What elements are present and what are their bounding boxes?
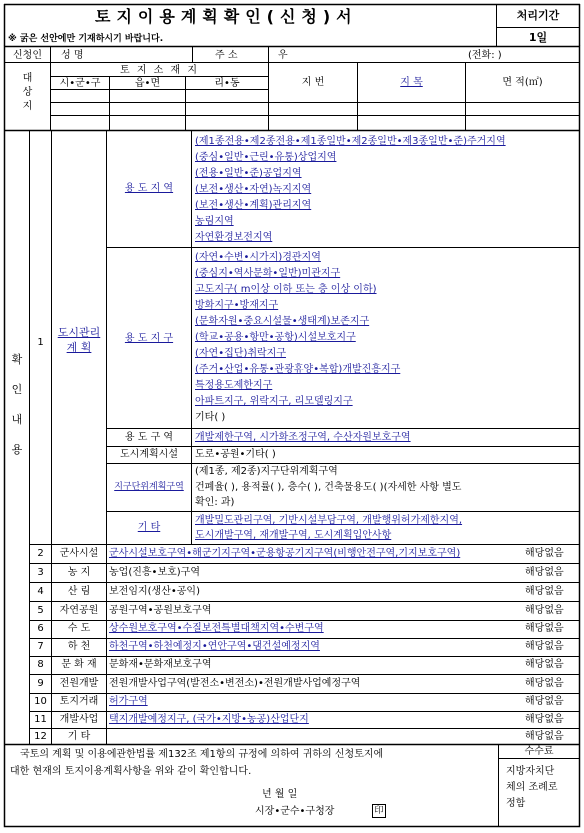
use-zone-line-6: 농림지역 — [195, 216, 234, 227]
item-status: 해당없음 — [525, 714, 564, 725]
use-zone-line-3: (전용•일반•준)공업지역 — [195, 168, 302, 179]
item-text: 택지개발예정지구, (국가•지방•농공)산업단지 — [109, 714, 309, 725]
location-col-village: 리•동 — [214, 78, 240, 89]
item-status: 해당없음 — [525, 659, 564, 670]
issue-date: 년 월 일 — [262, 789, 298, 800]
use-district-line-10: 아파트지구, 위락지구, 리모델링지구 — [195, 396, 353, 407]
fee-text-line-3: 정함 — [506, 798, 526, 809]
form-title: 토지이용계획확인(신청)서 — [95, 7, 358, 26]
statement-line-2: 대한 현재의 토지이용계획사항을 위와 같이 확인합니다. — [10, 766, 252, 777]
applicant-name-field[interactable] — [110, 48, 190, 61]
item-label: 군사시설 — [59, 548, 99, 559]
item-number: 11 — [34, 714, 47, 725]
applicant-label: 신청인 — [13, 50, 42, 61]
urban-facility-line-1: 도로•공원•기타( ) — [195, 449, 276, 460]
phone-label: (전화: ) — [468, 50, 502, 61]
item-text: 하천구역•하천예정지•연안구역•댐건설예정지역 — [109, 641, 320, 652]
item-text: 상수원보호구역•수질보전특별대책지역•수변구역 — [109, 623, 324, 634]
item-label: 개발사업 — [59, 714, 99, 725]
use-zone-line-4: (보전•생산•자연)녹지지역 — [195, 184, 312, 195]
address-postal-prefix: 우 — [278, 50, 288, 61]
item-status: 해당없음 — [525, 548, 564, 559]
applicant-name-label: 성 명 — [61, 50, 84, 61]
item-text: 농업(진흥•보호)구역 — [109, 567, 200, 578]
applicant-address-label: 주 소 — [215, 50, 238, 61]
use-district-line-5: (문화자원•중요시설물•생태계)보존지구 — [195, 316, 370, 327]
item-number: 4 — [37, 586, 44, 597]
use-district-line-3: 고도지구( m이상 이하 또는 층 이상 이하) — [195, 284, 377, 295]
item-label: 자연공원 — [59, 605, 99, 616]
group1-label-line1: 도시관리 — [57, 326, 101, 339]
item-number: 8 — [37, 659, 44, 670]
location-col-town: 읍•면 — [134, 78, 161, 89]
district-plan-line-2: 건폐율( ), 용적률( ), 층수( ), 건축물용도( )(자세한 사항 별도 — [195, 482, 462, 493]
applicant-address-field[interactable] — [292, 48, 462, 61]
district-plan-label: 지구단위계획구역 — [114, 482, 184, 492]
item-status: 해당없음 — [525, 678, 564, 689]
district-plan-line-3: 확인: 과) — [195, 497, 235, 508]
target-label — [5, 72, 50, 114]
item-number: 3 — [37, 567, 44, 578]
item-text: 허가구역 — [109, 696, 148, 707]
item-status: 해당없음 — [525, 641, 564, 652]
use-zone-line-2: (중심•일반•근린•유통)상업지역 — [195, 152, 337, 163]
use-zone-line-7: 자연환경보전지역 — [195, 232, 273, 243]
item-label: 기 타 — [67, 731, 91, 742]
item-label: 토지거래 — [59, 696, 99, 707]
use-district-line-4: 방화지구•방재지구 — [195, 300, 279, 311]
group1-other-line-2: 도시개발구역, 재개발구역, 도시계획입안사항 — [195, 530, 392, 541]
item-status: 해당없음 — [525, 586, 564, 597]
item-number: 6 — [37, 623, 44, 634]
target-label-text: 대상지 — [22, 73, 33, 112]
statement-line-1: 국토의 계획 및 이용에관한법률 제132조 제1항의 규정에 의하여 귀하의 신청토지에 — [20, 749, 384, 760]
fee-text-line-2: 체의 조례로 — [506, 782, 558, 793]
use-district-label: 용 도 지 구 — [124, 333, 174, 344]
item-label: 하 천 — [67, 641, 91, 652]
item-status: 해당없음 — [525, 605, 564, 616]
group1-number: 1 — [37, 337, 44, 348]
use-district-line-9: 특정용도제한지구 — [195, 380, 273, 391]
target-entry-rows[interactable] — [51, 103, 579, 130]
use-district-line-7: (자연•집단)취락지구 — [195, 348, 286, 359]
item-number: 9 — [37, 678, 44, 689]
urban-facility-label: 도시계획시설 — [120, 449, 178, 460]
use-district-line-6: (학교•공용•항만•공항)시설보호지구 — [195, 332, 356, 343]
use-zone-line-5: (보전•생산•계획)관리지역 — [195, 200, 312, 211]
item-status: 해당없음 — [525, 696, 564, 707]
confirm-contents-text: 확인내용 — [11, 353, 23, 456]
fee-label: 수수료 — [524, 746, 554, 757]
item-label: 산 림 — [67, 586, 91, 597]
item-status: 해당없음 — [525, 623, 564, 634]
item-number: 12 — [34, 731, 47, 742]
use-district-line-2: (중심지•역사문화•일반)미관지구 — [195, 268, 341, 279]
use-zone-line-1: (제1종전용•제2종전용•제1종일반•제2종일반•제3종일반•준)주거지역 — [195, 136, 506, 147]
item-label: 농 지 — [67, 567, 91, 578]
group1-other-label: 기 타 — [137, 522, 161, 533]
item-text: 보전임지(생산•공익) — [109, 586, 200, 597]
item-label: 전원개발 — [59, 678, 99, 689]
confirm-contents-label — [5, 345, 29, 465]
location-col-city: 시•군•구 — [59, 78, 101, 89]
group1-label-line2: 계 획 — [66, 341, 92, 354]
item-number: 10 — [34, 696, 47, 707]
seal-stamp: 印 — [372, 804, 386, 818]
processing-period-label: 처리기간 — [516, 9, 560, 22]
item-number: 7 — [37, 641, 44, 652]
district-plan-line-1: (제1종, 제2종)지구단위계획구역 — [195, 466, 338, 477]
item-label: 수 도 — [67, 623, 91, 634]
use-district-line-1: (자연•수변•시가지)경관지역 — [195, 252, 321, 263]
group1-other-line-1: 개발밀도관리구역, 기반시설부담구역, 개발행위허가제한지역, — [195, 515, 463, 526]
item-status: 해당없음 — [525, 567, 564, 578]
use-district-line-8: (주거•산업•유통•관광휴양•복합)개발진흥지구 — [195, 364, 401, 375]
instruction-note: ※ 굵은 선안에만 기재하시기 바랍니다. — [8, 34, 164, 44]
use-area-label: 용 도 구 역 — [124, 432, 174, 443]
item-text: 전원개발사업구역(발전소•변전소)•전원개발사업예정구역 — [109, 678, 361, 689]
item-text: 군사시설보호구역•해군기지구역•군용항공기지구역(비행안전구역,기지보호구역) — [109, 548, 461, 559]
item-text: 문화재•문화재보호구역 — [109, 659, 212, 670]
area-label: 면 적(㎡) — [502, 77, 543, 88]
land-category-label: 지 목 — [400, 77, 423, 88]
item-text: 공원구역•공원보호구역 — [109, 605, 212, 616]
use-area-line-1: 개발제한구역, 시가화조정구역, 수산자원보호구역 — [195, 432, 411, 443]
land-location-header: 토 지 소 재 지 — [119, 65, 199, 76]
item-number: 5 — [37, 605, 44, 616]
use-zone-label: 용 도 지 역 — [124, 183, 174, 194]
item-label: 문 화 재 — [61, 659, 97, 670]
lot-number-label: 지 번 — [301, 77, 325, 88]
item-number: 2 — [37, 548, 44, 559]
fee-text-line-1: 지방자치단 — [506, 766, 555, 777]
processing-period-value: 1일 — [528, 31, 548, 44]
signer-title: 시장•군수•구청장 — [255, 806, 335, 817]
use-district-line-11: 기타( ) — [195, 412, 226, 423]
item-status: 해당없음 — [525, 731, 564, 742]
